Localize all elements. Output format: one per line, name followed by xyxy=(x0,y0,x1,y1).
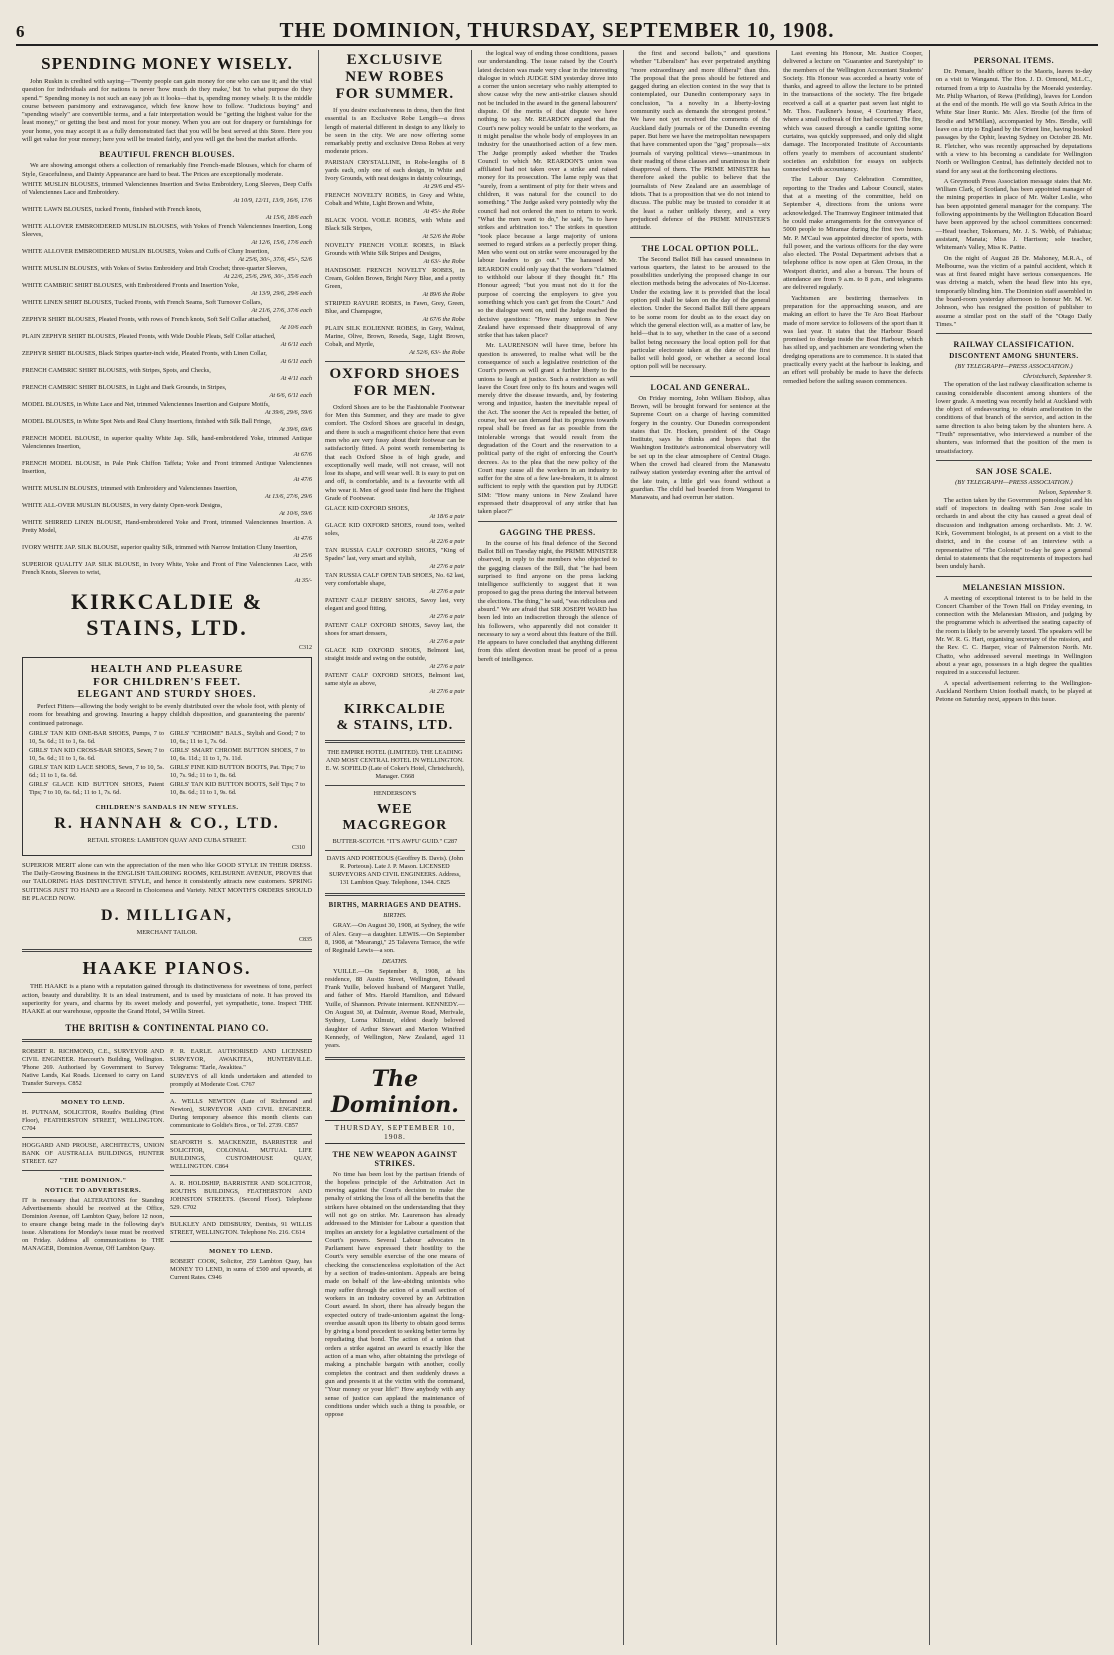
item-name: WHITE MUSLIN BLOUSES, xyxy=(22,264,100,272)
san-jose-dateline: Nelson, September 9. xyxy=(1038,488,1092,496)
list-item xyxy=(22,223,312,247)
item-description: Savoy last, very elegant and good fitting, xyxy=(325,597,465,613)
list-item xyxy=(22,350,312,366)
item-name: GLACE KID OXFORD SHOES, xyxy=(325,522,414,530)
divider xyxy=(22,949,312,952)
feet-list-right xyxy=(170,730,305,798)
local-option-title: THE LOCAL OPTION POLL. xyxy=(641,243,759,253)
list-item xyxy=(325,622,465,646)
item-name: SUPERIOR QUALITY JAP. SILK BLOUSE, xyxy=(22,560,141,568)
item-name: STRIPED RAYURE ROBES, xyxy=(325,299,404,307)
notice-advertisers-title: NOTICE TO ADVERTISERS. xyxy=(44,1186,142,1194)
divider xyxy=(325,1057,465,1060)
gagging-title: GAGGING THE PRESS. xyxy=(499,527,596,537)
item-name: IVORY WHITE JAP. SILK BLOUSE, xyxy=(22,543,120,551)
list-item xyxy=(22,299,312,315)
feet-title-3: ELEGANT AND STURDY SHOES. xyxy=(77,688,257,700)
item-name: WHITE MUSLIN BLOUSES, xyxy=(22,484,100,492)
item-name: GLACE KID OXFORD SHOES, xyxy=(325,505,410,513)
list-item xyxy=(22,333,312,349)
item-name: MODEL BLOUSES, xyxy=(22,400,76,408)
card-newton: A. WELLS NEWTON (Late of Richmond and Newton), SURVEYOR AND CIVIL ENGINEER. During temporary absence this month clients can communicate to Goldie's Bros., or Tel. 2739. C857 xyxy=(170,1097,313,1129)
item-price: At 47/6 xyxy=(293,534,313,542)
list-item xyxy=(325,192,465,216)
item-description: trimmed Valenciennes Insertion and Swiss Embroidery, Long Sleeves, Deep Cuffs of Valenciennes Lace and Embroidery. xyxy=(22,180,313,196)
divider xyxy=(22,1039,312,1042)
item-description: Black Stripes quarter-inch wide, Pleated Fronts, with Linen Collar, xyxy=(98,349,267,357)
item-description: "King of Spades" last, very smart and stylish, xyxy=(325,547,465,563)
professional-cards xyxy=(22,1048,312,1283)
item-description: No. 62 last, very comfortable shape, xyxy=(325,572,465,588)
item-description: with Embroidered Fronts and Insertion Yoke, xyxy=(124,281,239,289)
list-item xyxy=(22,401,312,417)
item-price: At 27/6 a pair xyxy=(429,663,465,671)
item-description: with Yokes of Swiss Embroidery and Irish Crochet; three-quarter Sleeves, xyxy=(100,264,287,272)
item-name: FRENCH MODEL BLOUSE, xyxy=(22,434,101,442)
item-description: Belmont last, same style as above, xyxy=(325,672,465,688)
item-name: WHITE ALLOVER EMBROIDERED MUSLIN BLOUSES, xyxy=(22,222,179,230)
list-item xyxy=(325,242,465,266)
hendersons: HENDERSON'S xyxy=(373,790,417,798)
item-price: At 35/- xyxy=(294,576,313,584)
item-description: with Stripes, Spots, and Checks, xyxy=(129,366,211,374)
masthead xyxy=(16,18,1098,46)
melanesian-body-2: A special advertisement referring to the Wellington-Auckland Northern Union football match, to be played at Petone on Saturday next, appears in this issue. xyxy=(935,679,1092,704)
divider xyxy=(22,1170,164,1171)
feet-sandals: CHILDREN'S SANDALS IN NEW STYLES. xyxy=(95,803,239,811)
card-earle: P. R. EARLE. AUTHORISED AND LICENSED SURVEYOR, AWAKITEA, HUNTERVILLE. Telegrams: "Earle, Awakitea." xyxy=(170,1047,313,1071)
haake-body: THE HAAKE is a piano with a reputation gained through its distinctiveness for sweetness of tone, perfect action, beauty and durability. It is an ideal instrument, and is used by musicians of note. It has proved its superiority for years, and charms by its sweet melody and powerful, yet sympathetic, tone. Inspect THE HAAKE at our warehouse, opposite the Grand Hotel, 34 Willis Street. xyxy=(22,983,313,1016)
feet-shoe-lists xyxy=(29,730,305,798)
item-price: At 15/6, 18/6 each xyxy=(265,213,313,221)
item-price: At 52/6 the Robe xyxy=(422,232,465,240)
deaths-body: YUILLE.—On September 8, 1908, at his residence, 88 Austin Street, Wellington, Edward Frank Yuille, beloved husband of Margaret Yuille, and father of Mrs. Harold Hamilton, and Edward Yuille, of Shannon. Private interment. KENNEDY.—On August 30, at Dalmuir, Avenue Road, Merivale, Sydney, Lorna Kilmuir, eldest dearly beloved daughter of Arthur Stewart and Marion Winifred Kennedy, of Wellington, New Zealand, aged 11 years. xyxy=(325,967,465,1050)
railway-title: RAILWAY CLASSIFICATION. xyxy=(953,340,1075,350)
item-price: At 13/9, 29/6, 29/6 each xyxy=(251,289,313,297)
item-price: At 47/6 xyxy=(293,475,313,483)
divider xyxy=(325,893,465,896)
card-hoggard: HOGGARD AND PROUSE, ARCHITECTS, UNION BANK OF AUSTRALIA BUILDINGS, HUNTER STREET. 627 xyxy=(22,1141,165,1165)
shoe-list xyxy=(325,505,465,696)
item-name: FRENCH MODEL BLOUSE, xyxy=(22,459,102,467)
item-name: TAN RUSSIA CALF OXFORD SHOES, xyxy=(325,547,438,555)
list-item xyxy=(325,505,465,521)
divider xyxy=(325,740,465,743)
editorial-body-2: Mr. LAURENSON will have time, before his question is answered, to realise what will be the consequence of such a legislative restriction of the Court's powers as will grant a further liberty to the unions to laugh at justice. Such a restriction as will leave the Court free only to fix hours and wages will merely drive the disease inwards, and, by fostering wrong and injustice, hasten the inevitable repeal of the Act. The sooner the Act is repealed the better, of course, but we can demand that its progress towards repeal shall be freed as far as possible from the intolerable wrongs that would result from the degradation of the Court and the reservation to a political party of the right of enforcing the Court's decrees. As to the plea that the new policy of the Court may cause all the workers in an industry to suffer for the sins of a few law-breakers, it is almost sufficient to reply with the question put by JUDGE SIM: "How many unions in New Zealand have expressed their disapproval of any strike that has taken place?" xyxy=(477,342,618,516)
feet-body: Perfect Fitters—allowing the body weight to be evenly distributed over the whole foot, with plenty of room for breathing and growing. Insuring a happy childish disposition, and guaranteeing the parents' continued patronage. xyxy=(29,702,306,727)
col5-body-3: Yachtsmen are bestirring themselves in preparation for the approaching season, and are making an effort to have the Te Aro Boat Harbour made of more service to followers of the sport than it was last year. It states that the Harbour Board promised to dredge inside the Boat Harbour, which has silted up, and yachtsmen are wondering when the dredging operations are to commence. It is stated that practically every yacht at the harbour is leaking, and an effort will probably be made to have the defects remedied before the sailing season commences. xyxy=(783,294,923,385)
divider xyxy=(325,850,465,851)
shoes-intro: Oxford Shoes are to be the Fashionable Footwear for Men this Summer, and they are made to give comfort. The Oxford Shoes are graceful in design, and there is such a magnificent choice here that even men who are very fussy about their footwear can be satisfactorily fitted. A point worth remembering is that each Oxford Shoe is of high grade, and exceptionally well made, will not crease, will not lose its shape, and will wear well. It is easy to put on and off, is comfortable, and is a favourite with all who wear it. Men of good taste find here the Highest Grade of Footwear. xyxy=(325,403,465,503)
card-putnam: H. PUTNAM, SOLICITOR, Routh's Building (First Floor), FEATHERSTON STREET, WELLINGTON. C704 xyxy=(22,1108,165,1132)
ad-spending-money-body: John Ruskin is credited with saying—"Twenty people can gain money for one who can use it; and the vital question for individuals and for nations is never 'how much do they make,' but 'to what purpose do they spend.'" Spending money is not such an easy job as it looks—that is, spending money wisely. It is the middle course between parsimony and extravagance, which few know how to follow. "Judicious buying" and "spending wisely" are convertible terms, and a fair interpretation would be "getting the highest value for the least money," or getting the best and most for your money. When you are out for drapery or furnishings for your home, you may accept it as a fully demonstrated fact that you will be best served at this Store. Here you will get value for your money; here you will be treated fairly, and you will get the best the market affords. xyxy=(22,78,313,144)
dominion-notice-title: "THE DOMINION." xyxy=(59,1176,127,1184)
list-item xyxy=(22,561,312,585)
item-description: in very dainty Open-work Designs, xyxy=(133,501,223,509)
item-description: Yokes and Cuffs of Cluny Insertion, xyxy=(178,247,270,255)
personal-body-1: Dr. Pomare, health officer to the Maoris, leaves to-day on a visit to Wanganui. The Hon. J. D. Ormond, M.L.C., returned from a trip to Australia by the Moeraki yesterday. Mr. Philip Wharton, of Rewa (Feilding), leaves for London at the end of the month. He will go via South Africa in the White Star liner Runic. Mr. Alex. Brodie (of the firm of Brodie and M'Millan), accompanied by Mrs. Brodie, will leave on a trip to England by the Orient line, having booked passages by the Ophir, leaving Sydney on October 28. Mr. R. Fletcher, who was recently approached by deputations with a view to his becoming a candidate for Wellington North or Wellington Central, has definitely decided not to stand for any seat at the forthcoming elections. xyxy=(935,68,1092,175)
shoe-line: GIRLS' TAN KID BUTTON BOOTS, Self Tips; 7 to 10, 8s. 6d.; 11 to 1, 9s. 6d. xyxy=(170,780,306,796)
column-3 xyxy=(472,50,625,1645)
personal-title: PERSONAL ITEMS. xyxy=(973,56,1055,65)
divider xyxy=(936,460,1092,461)
item-price: At 27/6 a pair xyxy=(429,613,465,621)
dominion-masthead: The Dominion. xyxy=(330,1065,459,1118)
column-4 xyxy=(624,50,777,1645)
item-description: with Yokes of French Valenciennes Insertion, Long Sleeves, xyxy=(22,222,313,238)
card-richmond: ROBERT R. RICHMOND, C.E., SURVEYOR AND CIVIL ENGINEER. Harcourt's Building, Wellington. 'Phone 269. Authorised by Government to Survey Native Lands, Kai Roads. Licensed to carry on Land Transfer Surveys. C852 xyxy=(22,1047,165,1087)
blouse-list xyxy=(22,181,312,585)
item-name: GLACE KID OXFORD SHOES, xyxy=(325,647,422,655)
item-price: At 6/11 each xyxy=(280,357,313,365)
editorial-body-1: the logical way of ending those conditions, passes our understanding. The issue raised by the Court's latest decision was made very clear in the interesting dialogue in which JUDGE SIM yesterday drove into a corner the union secretary who rashly attempted to show cause why the new anti-strike clauses should not be included in the award in the general labourers' dispute. Of the merits of that dispute we have nothing to say. Mr. REARDON argued that the Court's new policy would be unfair to the workers, as it might penalise the whole body of employees in an industry for the unauthorised action of a few men. The Judge promptly asked whether the Trades Council to which Mr. REARDON'S union was affiliated had not taken over a strike and raised money for its prosecution. The lame reply was that "surely, from a sentiment of pity for their wives and children, it was natural for the council to do something." The Judge asked very pointedly why the council had not ordered the men to return to work. "What the men want to do," he said, "is to have strikes and arbitration too." The strikes in question "took place because a large majority of unions seemed to regard strikes as a perfectly proper thing. Men who went out on strike were encouraged by the labour leaders to go out." The harassed Mr. REARDON could only say that the workers "claimed to withhold our labour if they thought fit." His Honour agreed; "but you must not do it for the purpose of coercing the employers to give you something which you can't get from the Court." And so the dialogue went on, until the Judge reached the decisive questions: "How many unions in New Zealand have expressed their disapproval of any strike that has taken place? xyxy=(477,50,618,340)
item-name: PATENT CALF OXFORD SHOES, xyxy=(325,672,425,680)
item-description: in Grey and White, Cobalt and White, Light Brown and White, xyxy=(325,191,465,207)
childrens-shoes-ad xyxy=(22,657,312,856)
milligan-body: SUPERIOR MERIT alone can win the appreciation of the men who like GOOD STYLE IN THEIR DRESS. The Daily-Growing Business in the ENGLISH TAILORING ROOMS, KELBURNE AVENUE, PROVES that our TAILORING HAS DISTINCTIVE STYLE, and hence it consistently attracts new customers. SPRING SUITINGS JUST TO HAND are a Record in Choiceness and Variety. NEXT MONTH'S ORDERS SHOULD BE PLACED NOW. xyxy=(22,861,313,903)
item-price: At 29/6 and 45/- xyxy=(423,182,465,190)
dominion-dateline: THURSDAY, SEPTEMBER 10, 1908. xyxy=(325,1120,465,1144)
item-description: in Fawn, Grey, Green, Blue, and Champagne, xyxy=(325,299,465,315)
divider xyxy=(478,521,618,522)
milligan-name: D. MILLIGAN, xyxy=(101,907,234,925)
shoe-line: GIRLS' GLACE KID BUTTON SHOES, Patent Tips; 7 to 10, 6s. 6d.; 11 to 1, 7s. 6d. xyxy=(29,780,165,796)
item-price: At 22/6 a pair xyxy=(429,538,465,546)
item-price: At 25/6 xyxy=(293,551,313,559)
item-description: Hand-embroidered Yoke and Front, trimmed Valenciennes Insertion. A Pretty Model, xyxy=(22,518,313,534)
card-holdship: A. R. HOLDSHIP, BARRISTER AND SOLICITOR, ROUTH'S BUILDINGS, FEATHERSTON AND JOHNSTON STREETS. (Second Floor). Telephone 529. C702 xyxy=(170,1179,313,1211)
divider xyxy=(936,333,1092,334)
san-jose-title: SAN JOSE SCALE. xyxy=(975,466,1052,476)
col5-body-1: Last evening his Honour, Mr. Justice Cooper, delivered a lecture on "Guarantee and Suretyship" to the members of the Wellington Accountant Students' Society. His Honour was accorded a hearty vote of thanks, and agreed to allow the lecture to be printed in the transactions of the society. The fire brigade received a call at a quarter past seven last night to Mr. Thos. Faulkner's house, 4 Courtenay Place, where a small outbreak of fire had occurred. The fire, which was caused through a candle igniting some curtains, was quickly suppressed, and only did slight damage. The Incorporated Institute of Accountants offers yearly to members of accountant students' societies an exhibition for essays on subjects connected with accountancy. xyxy=(783,50,923,174)
item-name: TAN RUSSIA CALF OPEN TAB SHOES, xyxy=(325,572,434,580)
list-item xyxy=(22,316,312,332)
local-general-title: LOCAL AND GENERAL. xyxy=(650,382,750,392)
item-description: in Grey, Walnut, Marine, Olive, Brown, Reseda, Sage, Light Brown, Cobalt, and Myrtle, xyxy=(325,324,465,348)
list-item xyxy=(22,544,312,560)
deaths-heading: DEATHS. xyxy=(382,957,408,965)
item-description: with White and Black Silk Stripes, xyxy=(325,216,465,232)
gagging-body: In the course of his final defence of the Second Ballot Bill on Tuesday night, the PRIME MINISTER observed, in reply to the members who objected to the gagging clauses of the Bill, that "he had been surprised to find anyone on the press lacking intelligence sufficiently to suggest that it was proposed to gag the press during the interval between the elections. The thing," he said, "was ridiculous and absurd." We are afraid that SIR JOSEPH WARD has been led into an indiscretion through the silence of his followers, who apparently did not consider it necessary to say a word about this feature of the Bill. He appears to have concluded that anything different from this silent devotion must be proof of a press bereft of intelligence. xyxy=(477,539,618,663)
item-name: PARISIAN CRYSTALLINE, xyxy=(325,158,402,166)
column-5 xyxy=(777,50,930,1645)
shoe-line: GIRLS' TAN KID CROSS-BAR SHOES, Sewn; 7 to 10, 5s. 6d.; 11 to 1, 6s. 6d. xyxy=(29,746,165,762)
item-description: superior quality Silk, trimmed with Narrow Imitation Cluny Insertion, xyxy=(120,543,298,551)
money-to-lend-2: MONEY TO LEND. xyxy=(209,1247,273,1255)
item-name: PATENT CALF DERBY SHOES, xyxy=(325,597,417,605)
local-option-body: The Second Ballot Bill has caused uneasiness in various quarters, the latest to be aroused to the possibilities underlying the proposed change in our election methods being the advocates of No-License. Under the existing law it is provided that the local option poll shall be taken on the day of the general election. Under the Second Ballot Bill there appears to be some room for doubt as to the exact day on which the general election will, as a matter of law, be held—that is to say, whether in the case of a second ballot being necessary the local option poll for that particular electorate taken at the date of the first ballot will hold good, or whether a second local option poll will be necessary. xyxy=(630,255,771,371)
list-item xyxy=(325,572,465,596)
item-description: in Cream, Golden Brown, Bright Navy Blue, and a pretty Green, xyxy=(325,266,465,290)
item-price: At 22/6, 25/6, 29/6, 30/-, 35/6 each xyxy=(223,272,313,280)
card-cook: ROBERT COOK, Solicitor, 259 Lambton Quay, has MONEY TO LEND, in sums of £500 and upwards, at Current Rates. C946 xyxy=(170,1257,313,1281)
item-name: FRENCH CAMBRIC SHIRT BLOUSES, xyxy=(22,383,128,391)
robes-title-2: NEW ROBES xyxy=(345,69,445,85)
item-description: in Black Grounds with White Silk Stripes and Designs, xyxy=(325,241,465,257)
railway-body: The operation of the last railway classification scheme is causing considerable discontent among shunters of the lower grade. A meeting was recently held at Auckland with the object of endeavouring to obtain amelioration in the conditions of that branch of the service, and action in the same direction is also being taken by the shunters here. A "Truth" representative, who interviewed a number of the shunters, was informed that the position of the men is unsatisfactory. xyxy=(935,381,1092,455)
item-price: At 39/6, 29/6, 59/6 xyxy=(264,408,313,416)
item-description: in superior quality White Jap. Silk, hand-embroidered Yoke, trimmed Antique Valenciennes Insertion, xyxy=(22,434,313,450)
card-earle-surveys: SURVEYS of all kinds undertaken and attended to promptly at Moderate Cost. C767 xyxy=(170,1072,313,1088)
shoe-line: GIRLS' FINE KID BUTTON BOOTS, Pat. Tips; 7 to 10, 7s. 9d.; 11 to 1, 8s. 6d. xyxy=(170,763,306,779)
column-2 xyxy=(319,50,472,1645)
item-name: FRENCH CAMBRIC SHIRT BLOUSES, xyxy=(22,366,128,374)
cards-right xyxy=(170,1048,312,1283)
item-price: At 21/6, 27/6, 37/6 each xyxy=(251,306,313,314)
divider xyxy=(936,576,1092,577)
divider xyxy=(325,361,465,362)
robes-intro: If you desire exclusiveness in dress, then the first essential is an Exclusive Robe Length—a dress length of material different in design to any likely to be seen in the city. We are now offering some remarkably pretty and exclusive Dress Robes at very moderate prices. xyxy=(325,107,465,156)
item-name: HANDSOME FRENCH NOVELTY ROBES, xyxy=(325,266,454,274)
list-item xyxy=(325,597,465,621)
personal-body-3: On the night of August 28 Dr. Mahoney, M.R.A., of Melbourne, was the victim of a painful accident, which it was at first feared might have serious consequences. He was driving a match, when the head flew into his eye, temporarily blinding him. The Dominion staff assembled in the board-room yesterday afternoon to honour Mr. M. W. Johnson, who has resigned the position of publisher to assume a similar post on the staff of the "Otago Daily Times." xyxy=(935,254,1092,328)
item-price: At 89/6 the Robe xyxy=(422,290,465,298)
card-bulkley: BULKLEY AND DIDSBURY, Dentists, 91 WILLIS STREET, WELLINGTON. Telephone No. 216. C614 xyxy=(170,1220,313,1236)
item-description: in White Lace and Net, trimmed Valenciennes Insertion and Guipure Motifs, xyxy=(76,400,270,408)
item-description: tucked Fronts, finished with French knots, xyxy=(94,205,202,213)
item-price: At 6/6, 6/11 each xyxy=(269,391,313,399)
list-item xyxy=(22,384,312,400)
butterscotch: BUTTER-SCOTCH. "IT'S AWFU' GUID." C287 xyxy=(332,838,458,846)
item-price: At 52/6, 63/- the Robe xyxy=(409,348,465,356)
list-item xyxy=(22,206,312,222)
melanesian-title: MELANESIAN MISSION. xyxy=(962,582,1066,592)
divider xyxy=(170,1241,312,1242)
divider xyxy=(325,785,465,786)
item-price: At 13/6, 27/6, 29/6 xyxy=(264,492,313,500)
item-name: FRENCH NOVELTY ROBES, xyxy=(325,191,408,199)
item-name: ZEPHYR SHIRT BLOUSES, xyxy=(22,349,97,357)
list-item xyxy=(22,519,312,543)
list-item xyxy=(22,502,312,518)
item-name: ZEPHYR SHIRT BLOUSES, xyxy=(22,315,97,323)
item-price: At 10/6, 59/6 xyxy=(279,509,313,517)
robes-title-3: FOR SUMMER. xyxy=(335,86,455,102)
divider xyxy=(22,1137,164,1138)
item-price: At 45/- the Robe xyxy=(423,207,465,215)
railway-dateline: Christchurch, September 9. xyxy=(1022,373,1092,381)
item-name: WHITE ALLOVER EMBROIDERED MUSLIN BLOUSES, xyxy=(22,247,177,255)
newspaper-title: THE DOMINION, THURSDAY, SEPTEMBER 10, 1908. xyxy=(279,18,835,42)
item-price: At 6/11 each xyxy=(280,340,313,348)
item-price: At 67/6 xyxy=(293,450,313,458)
item-description: trimmed with Embroidery and Valenciennes Insertion, xyxy=(100,484,238,492)
item-name: PLAIN SILK EOLIENNE ROBES, xyxy=(325,324,419,332)
divider xyxy=(170,1134,312,1135)
item-description: Pleated Fronts, with Wide Double Pleats, Self Collar attached, xyxy=(118,332,276,340)
list-item xyxy=(22,435,312,459)
notice-advertisers-body: IT is necessary that ALTERATIONS for Standing Advertisements should be received at the Office, Dominion Avenue, off Lambton Quay, before 12 noon, to ensure change being made in the following day's issue. Alterations for Monday's issue must be received on Friday. Address all communications to THE MANAGER, Dominion Avenue, Off Lambton Quay. xyxy=(22,1196,165,1252)
item-name: WHITE LINEN SHIRT BLOUSES, xyxy=(22,298,114,306)
divider xyxy=(170,1093,312,1094)
list-item xyxy=(22,485,312,501)
san-jose-body: The action taken by the Government pomologist and his staff of inspectors in dealing with San Jose scale in orchards in and about the city has caused a great deal of discussion and indignation among orchardists. Mr. J. W. Kirk, Government biologist, is at present on a visit to the district, and in the course of an interview with a representative of "The Colonist" to-day he gave a general denial to statements that the requirements of inspectors had been unduly harsh. xyxy=(935,496,1092,571)
item-price: At 67/6 the Robe xyxy=(422,315,465,323)
blouses-heading: BEAUTIFUL FRENCH BLOUSES. xyxy=(99,150,235,160)
column-6 xyxy=(930,50,1098,1645)
divider xyxy=(630,237,770,238)
davis-porteous-ad: DAVIS AND PORTEOUS (Geoffrey B. Davis). (John R. Porteous). Late J. P. Mason. LICENSED SURVEYORS AND CIVIL ENGINEERS. Address, 131 Lambton Quay. Telephone, 1344. C825 xyxy=(326,855,463,887)
column-grid xyxy=(16,50,1098,1645)
divider xyxy=(170,1216,312,1217)
divider xyxy=(630,376,770,377)
robe-list xyxy=(325,159,465,357)
item-description: Tucked Fronts, with French Seams, Soft Turnover Collars, xyxy=(114,298,263,306)
list-item xyxy=(22,460,312,484)
item-price: At 25/6, 30/-, 37/6, 45/-, 52/6 xyxy=(238,255,313,263)
feet-list-left xyxy=(29,730,164,798)
item-description: in Pale Pink Chiffon Taffeta; Yoke and Front trimmed Antique Valenciennes Insertion, xyxy=(22,459,313,475)
shoe-line: GIRLS' TAN KID LACE SHOES, Sewn, 7 to 10, 5s. 6d.; 11 to 1, 6s. 6d. xyxy=(29,763,165,779)
item-description: in Light and Dark Grounds, in Stripes, xyxy=(129,383,227,391)
weapon-body: No time has been lost by the partisan friends of the hopeless principle of the Arbitration Act in moving against the Court's decision to make the penalty of striking the loss of all the benefits that the strikers have obtained on the understanding that they will not go on strike. Mr. Laurenson has already addressed to the Minister for Labour a question that implies an anxiety for a legislative curtailment of the Court's powers. Several Labour advocates in Parliament have expressed their hostility to the Court's very sensible exercise of the one means of checking the conscienceless exploitation of the Act by a section of trades-unionism. Appeals are being made on behalf of the law-abiding unionists who may suffer through the action of a small section of workers in an industry covered by an Arbitration Court award. In short, there has already begun the expected outcry of trade-unionism against the long-overdue assault upon its liberty to obtain good terms by giving a bond precedent to seeking better terms by repudiating that bond. The action of a union that orders a strike against an award is exactly like the action of a man who, after obtaining the privilege of making a pinchable bargain with another, coolly completes the contract and then suddenly draws a gun and presents it at the victim with the command, "Your money or your life!" How anybody with any sense of justice can applaud the maintenance of conditions under which such a thing is possible, or oppose xyxy=(325,1170,465,1419)
personal-body-2: A Greymouth Press Association message states that Mr. William Clark, of Scotland, has been appointed manager of the mining properties in place of Mr. Walter Leslie, who has been appointed general manager for the company. The following appointments by the Wellington Education Board have been approved by the school committees concerned:—Head teacher, Tokomaru, Mr. J. S. Webb, of Pahiatua; assistant, Manaia; Miss J. Harrison; sole teacher, Whiteman's Valley, Miss K. Pattie. xyxy=(935,177,1092,252)
item-price: At 18/6 a pair xyxy=(429,513,465,521)
feet-title-1: HEALTH AND PLEASURE xyxy=(90,662,244,675)
bmd-title: BIRTHS, MARRIAGES AND DEATHS. xyxy=(328,902,462,910)
births-heading: BIRTHS. xyxy=(383,912,407,920)
melanesian-body: A meeting of exceptional interest is to be held in the Concert Chamber of the Town Hall on Friday evening, in connection with the Melanesian Mission, and judging by the programme which is advertised the seating capacity of the room is likely to be severely taxed. The speakers will be Mr. W. R. G. Hart, organising secretary of the mission, and the Rev. C. C. Harper, vicar of Palmerston North. Mr. Chatto, who addressed several meetings in Wellington about a year ago, possesses in a high degree the qualities required in a successful lecturer. xyxy=(935,594,1092,677)
item-name: WHITE CAMBRIC SHIRT BLOUSES, xyxy=(22,281,124,289)
list-item xyxy=(22,282,312,298)
item-name: WHITE LAWN BLOUSES, xyxy=(22,205,94,213)
list-item xyxy=(325,159,465,191)
ad-spending-money-title: SPENDING MONEY WISELY. xyxy=(41,54,293,73)
item-description: Savoy last, the shoes for smart dressers, xyxy=(325,622,465,638)
railway-byline: (BY TELEGRAPH—PRESS ASSOCIATION.) xyxy=(955,363,1073,371)
item-name: PLAIN ZEPHYR SHIRT BLOUSES, xyxy=(22,332,118,340)
divider xyxy=(170,1175,312,1176)
kirkcaldie-code: C312 xyxy=(299,644,313,651)
list-item xyxy=(325,300,465,324)
item-price: At 27/6 a pair xyxy=(429,563,465,571)
list-item xyxy=(22,418,312,434)
item-description: in Robe-lengths of 8 yards each, only one of each design, in White and Ivory Grounds, with neat designs in dainty colourings, xyxy=(325,158,465,182)
list-item xyxy=(325,672,465,696)
list-item xyxy=(22,248,312,264)
shoe-line: GIRLS' TAN KID ONE-BAR SHOES, Pumps, 7 to 10, 5s. 6d.; 11 to 1, 6s. 6d. xyxy=(29,729,165,745)
shoes-title-1: OXFORD SHOES xyxy=(329,365,461,382)
list-item xyxy=(22,265,312,281)
item-price: At 27/6 a pair xyxy=(429,638,465,646)
cards-left xyxy=(22,1048,164,1283)
divider xyxy=(22,1092,164,1093)
item-description: round toes, welted soles, xyxy=(325,522,465,538)
kirkcaldie-stains-name: KIRKCALDIE & STAINS, LTD. xyxy=(70,588,264,640)
item-price: At 4/11 each xyxy=(280,374,313,382)
list-item xyxy=(325,547,465,571)
item-price: At 27/6 a pair xyxy=(429,588,465,596)
column-advertising xyxy=(16,50,319,1645)
list-item xyxy=(325,647,465,671)
item-name: MODEL BLOUSES, xyxy=(22,417,76,425)
item-name: WHITE SHIRRED LINEN BLOUSE, xyxy=(22,518,123,526)
shoe-line: GIRLS' "CHROME" BALS., Stylish and Good; 7 to 10, 6s.; 11 to 1, 7s. 6d. xyxy=(170,729,306,745)
wee-macgregor: WEE MACGREGOR xyxy=(342,802,448,834)
blouses-intro: We are showing amongst others a collection of remarkably fine French-made Blouses, which for charm of Style, Gracefulness, and Dainty Appearance are hard to beat. The Prices are exceptionally moderate. xyxy=(22,162,313,178)
col4-body-1: the first and second ballots," and questions whether "Liberalism" has ever perpetrated anything "more extraordinary and more illiberal" than this. The proposal that the press should be fettered and gagged during an election contest in the way that is contemplated, our Dunedin contemporary says in conclusion, "is a novelty in a liberty-loving community such as demands the strongest protest." We have not yet received the comments of the Auckland daily journals or of the Dunedin evening paper. But here we have the metropolitan newspapers that have commented upon the "gag" proposals—six journals of varying political views—unanimous in their reading of these clauses and unanimous in their disapproval of them. The PRIME MINISTER has therefore asked the public to believe that the journalists of New Zealand are an assemblage of idiots. That is a proposition that we do not intend to discuss. The public may be trusted to consider it at the least a rather unlikely theory, and a very prejudiced defence of the PRIME MINISTER'S attitude. xyxy=(630,50,771,232)
item-name: WHITE MUSLIN BLOUSES, xyxy=(22,180,100,188)
item-description: Belmont last, straight inside and swing on the outside, xyxy=(325,647,465,663)
births-body: GRAY.—On August 30, 1908, at Sydney, the wife of Alex. Gray—a daughter. LEWIS.—On September 8, 1908, at "Mearangi," 25 Talavera Terrace, the wife of Reginald Lewis—a son. xyxy=(325,922,465,955)
hannah-name: R. HANNAH & CO., LTD. xyxy=(54,814,280,832)
milligan-code: C835 xyxy=(299,937,313,944)
list-item xyxy=(325,522,465,546)
san-jose-byline: (BY TELEGRAPH—PRESS ASSOCIATION.) xyxy=(955,478,1073,486)
money-to-lend-1: MONEY TO LEND. xyxy=(61,1098,125,1106)
milligan-sub: MERCHANT TAILOR. xyxy=(136,929,198,937)
item-price: At 63/- the Robe xyxy=(423,257,465,265)
item-description: in White Spot Nets and Real Cluny Insertions, finished with Silk Ball Fringe, xyxy=(76,417,272,425)
feet-title-2: FOR CHILDREN'S FEET. xyxy=(93,675,241,688)
item-price: At 27/6 a pair xyxy=(429,688,465,696)
shoes-title-2: FOR MEN. xyxy=(353,382,436,399)
kirkcaldie-name-1: KIRKCALDIE xyxy=(343,702,446,718)
local-general-body: On Friday morning, John William Bishop, alias Brown, will be brought forward for sentence at the Supreme Court on a charge of having committed forgery in the country. Our Dunedin correspondent states that Dr. Hocken, president of the Otago Institute, says he thinks and hopes that the Washington Institute's astronomical observatory will be set up in the clear atmosphere of Central Otago. When the crowd had cleared from the Manawatu railway station yesterday evening after the arrival of the late train, a little girl was found without a guardian. The child had boarded from Wanganui to Manawatu, and had overrun her station. xyxy=(630,394,771,502)
item-description: Pleated Fronts, with rows of French knots, Soft Self Collar attached, xyxy=(98,315,271,323)
robes-title-1: EXCLUSIVE xyxy=(346,52,444,68)
item-price: At 12/6, 15/6, 17/6 each xyxy=(251,238,313,246)
item-price: At 39/6, 69/6 xyxy=(279,425,313,433)
hannah-address: RETAIL STORES: LAMBTON QUAY AND CUBA STREET. xyxy=(87,836,247,844)
hannah-code: C310 xyxy=(292,844,306,851)
item-price: At 10/9, 12/11, 13/9, 16/6, 17/6 xyxy=(233,196,313,204)
col5-body-2: The Labour Day Celebration Committee, reporting to the Trades and Labour Council, states that at a meeting of the committee, held on September 4, directions from the unions were acknowledged. The Tramway Engineer intimated that he could make arrangements for the conveyance of 5000 people to Miramar during the first two hours. Mr. P. M'Caul was appointed director of sports, with full power, and the various officers for the day were also elected. The Postal Department advises that a telephone office is now open at Glen Oroua, in the Westport district, and also a bureau. The hours of attendance are from 9 a.m. to 8 p.m., and telegrams are delivered regularly. xyxy=(783,176,923,292)
item-name: NOVELTY FRENCH VOILE ROBES, xyxy=(325,241,435,249)
weapon-title: THE NEW WEAPON AGAINST STRIKES. xyxy=(332,1149,458,1168)
item-name: BLACK VOOL VOILE ROBES, xyxy=(325,216,417,224)
empire-hotel-ad: THE EMPIRE HOTEL (LIMITED). THE LEADING AND MOST CENTRAL HOTEL IN WELLINGTON. E. W. SOFIELD (Late of Coker's Hotel, Christchurch), Manager. C668 xyxy=(325,749,465,781)
kirkcaldie-name-2: & STAINS, LTD. xyxy=(336,718,454,734)
list-item xyxy=(22,367,312,383)
page-number: 6 xyxy=(16,22,25,41)
item-name: PATENT CALF OXFORD SHOES, xyxy=(325,622,422,630)
list-item xyxy=(325,217,465,241)
card-mackenzie: SEAFORTH S. MACKENZIE, BARRISTER and SOLICITOR, COLONIAL MUTUAL LIFE BUILDINGS, CUSTOMHOUSE QUAY, WELLINGTON. C864 xyxy=(170,1138,313,1170)
haake-firm: THE BRITISH & CONTINENTAL PIANO CO. xyxy=(65,1022,269,1033)
railway-subtitle: DISCONTENT AMONG SHUNTERS. xyxy=(949,352,1079,361)
shoe-line: GIRLS' SMART CHROME BUTTON SHOES, 7 to 10, 6s. 11d.; 11 to 1, 7s. 11d. xyxy=(170,746,306,762)
item-price: At 10/6 each xyxy=(280,323,313,331)
list-item xyxy=(22,181,312,205)
list-item xyxy=(325,267,465,299)
haake-title: HAAKE PIANOS. xyxy=(82,958,252,979)
item-name: WHITE ALL-OVER MUSLIN BLOUSES, xyxy=(22,501,132,509)
item-description: in Ivory White, Yoke and Front of Fine Valenciennes Lace, with French Knots, Sleeves to wrist, xyxy=(22,560,313,576)
list-item xyxy=(325,325,465,357)
